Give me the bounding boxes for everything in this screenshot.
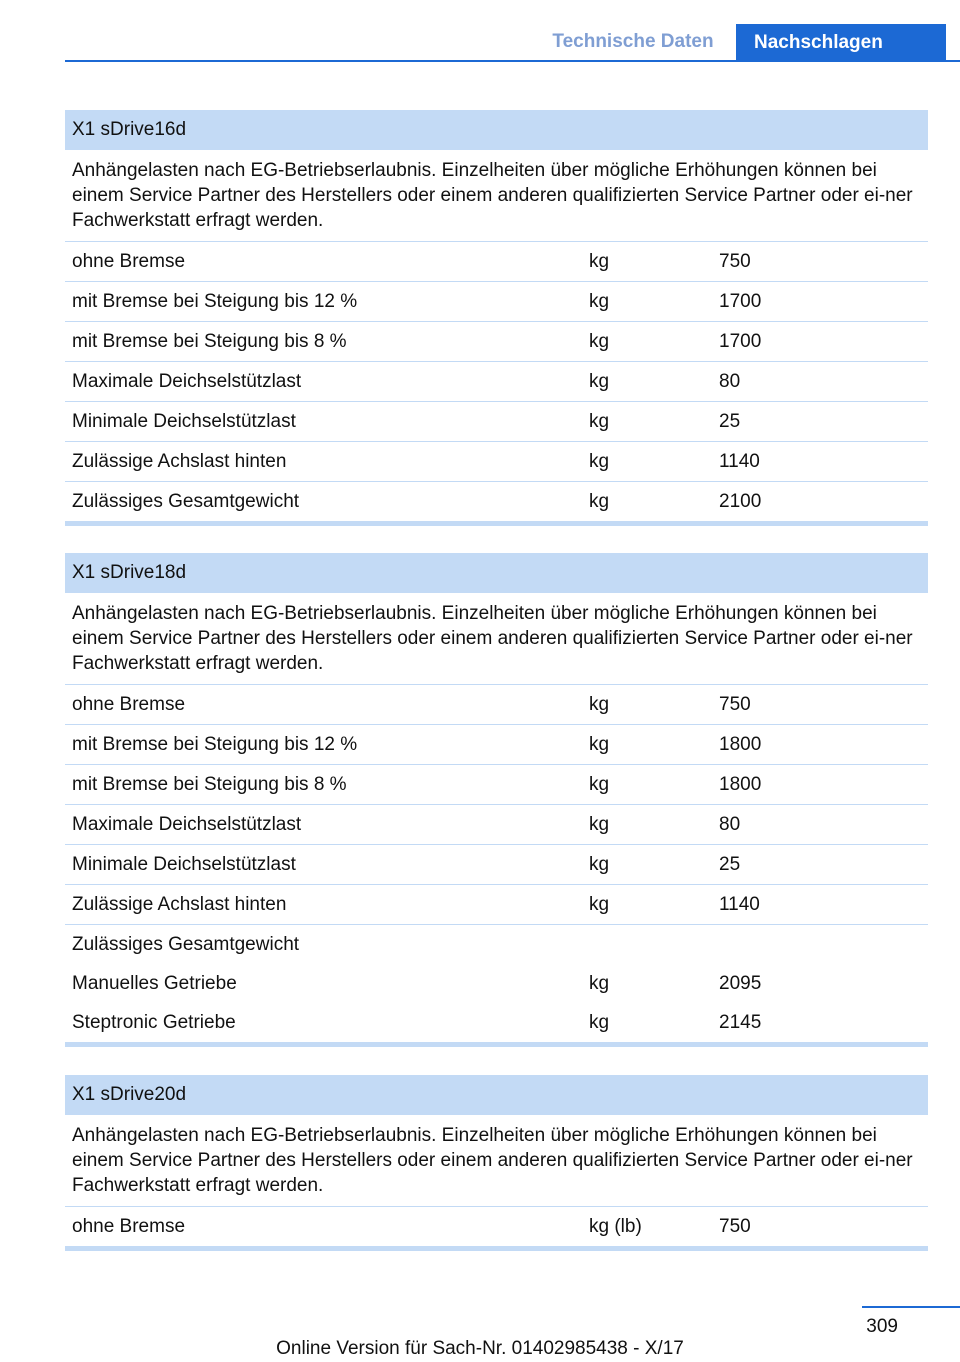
row-value: 2100 <box>719 491 762 512</box>
row-value: 25 <box>719 854 741 875</box>
table-row <box>65 765 928 805</box>
row-unit: kg <box>589 894 610 915</box>
row-unit: kg <box>589 1012 610 1033</box>
row-unit: kg <box>589 774 610 795</box>
row-unit: kg <box>589 814 610 835</box>
table-row <box>65 242 928 282</box>
table-row <box>65 964 928 1003</box>
table-title: X1 sDrive20d <box>65 1075 928 1115</box>
row-label: Minimale Deichselstützlast <box>72 411 296 432</box>
page-header <box>0 0 960 62</box>
row-value: 750 <box>719 251 751 272</box>
row-label: mit Bremse bei Steigung bis 12 % <box>72 291 358 312</box>
row-unit: kg <box>589 411 610 432</box>
table-row <box>65 845 928 885</box>
spec-table-sdrive16d <box>65 110 928 526</box>
row-label: mit Bremse bei Steigung bis 8 % <box>72 774 347 795</box>
row-value: 25 <box>719 411 741 432</box>
row-label: Zulässiges Gesamtgewicht <box>72 934 300 955</box>
row-value: 80 <box>719 371 741 392</box>
header-rule <box>65 60 960 62</box>
table-description: Anhängelasten nach EG-Betriebserlaubnis. Einzelheiten über mögliche Erhöhungen können bei einem Service Partner des Herstellers oder einem anderen qualifizierten Service Partner oder ei-ner Fachwerkstatt erfragt werden. <box>65 150 928 242</box>
row-label: Maximale Deichselstützlast <box>72 814 302 835</box>
row-label: ohne Bremse <box>72 694 186 715</box>
table-row <box>65 402 928 442</box>
table-end-bar <box>65 1246 928 1251</box>
row-value: 2095 <box>719 973 762 994</box>
table-row <box>65 282 928 322</box>
row-value: 1140 <box>719 894 760 915</box>
row-label: Minimale Deichselstützlast <box>72 854 296 875</box>
table-row <box>65 885 928 925</box>
row-value: 1700 <box>719 291 762 312</box>
spec-table-sdrive20d <box>65 1075 928 1251</box>
row-unit: kg <box>589 451 610 472</box>
row-unit: kg <box>589 694 610 715</box>
row-label: Zulässige Achslast hinten <box>72 451 287 472</box>
tab-technische-daten[interactable]: Technische Daten <box>552 31 714 52</box>
row-value: 1800 <box>719 774 762 795</box>
table-title: X1 sDrive16d <box>65 110 928 150</box>
table-row <box>65 1003 928 1042</box>
row-label: Steptronic Getriebe <box>72 1012 236 1033</box>
table-row <box>65 322 928 362</box>
table-title: X1 sDrive18d <box>65 553 928 593</box>
row-unit: kg <box>589 291 610 312</box>
row-value: 1800 <box>719 734 762 755</box>
row-value: 750 <box>719 1216 751 1237</box>
row-value: 2145 <box>719 1012 762 1033</box>
row-label: Maximale Deichselstützlast <box>72 371 302 392</box>
table-row <box>65 362 928 402</box>
row-unit: kg <box>589 491 610 512</box>
table-row <box>65 725 928 765</box>
row-unit: kg <box>589 251 610 272</box>
table-end-bar <box>65 1042 928 1047</box>
row-label: Zulässiges Gesamtgewicht <box>72 491 300 512</box>
row-label: ohne Bremse <box>72 251 186 272</box>
row-unit: kg <box>589 854 610 875</box>
row-unit: kg <box>589 973 610 994</box>
online-version-note: Online Version für Sach-Nr. 01402985438 - X/17 <box>276 1338 684 1359</box>
row-label: mit Bremse bei Steigung bis 8 % <box>72 331 347 352</box>
table-row <box>65 805 928 845</box>
row-label: mit Bremse bei Steigung bis 12 % <box>72 734 358 755</box>
row-label: Zulässige Achslast hinten <box>72 894 287 915</box>
row-unit: kg (lb) <box>589 1216 642 1237</box>
row-value: 1140 <box>719 451 760 472</box>
table-row <box>65 925 928 964</box>
row-label: ohne Bremse <box>72 1216 186 1237</box>
page-number: 309 <box>866 1316 898 1337</box>
row-label: Manuelles Getriebe <box>72 973 237 994</box>
spec-table-sdrive18d <box>65 553 928 1047</box>
tab-nachschlagen[interactable]: Nachschlagen <box>736 24 946 62</box>
row-unit: kg <box>589 331 610 352</box>
row-unit: kg <box>589 371 610 392</box>
row-value: 80 <box>719 814 741 835</box>
row-value: 1700 <box>719 331 762 352</box>
table-row <box>65 442 928 482</box>
table-row <box>65 1207 928 1246</box>
row-unit: kg <box>589 734 610 755</box>
row-value: 750 <box>719 694 751 715</box>
table-description: Anhängelasten nach EG-Betriebserlaubnis. Einzelheiten über mögliche Erhöhungen können bei einem Service Partner des Herstellers oder einem anderen qualifizierten Service Partner oder ei-ner Fachwerkstatt erfragt werden. <box>65 1115 928 1207</box>
table-end-bar <box>65 521 928 526</box>
table-row <box>65 685 928 725</box>
table-row <box>65 482 928 521</box>
footer-rule <box>862 1306 960 1308</box>
table-description: Anhängelasten nach EG-Betriebserlaubnis. Einzelheiten über mögliche Erhöhungen können bei einem Service Partner des Herstellers oder einem anderen qualifizierten Service Partner oder ei-ner Fachwerkstatt erfragt werden. <box>65 593 928 685</box>
